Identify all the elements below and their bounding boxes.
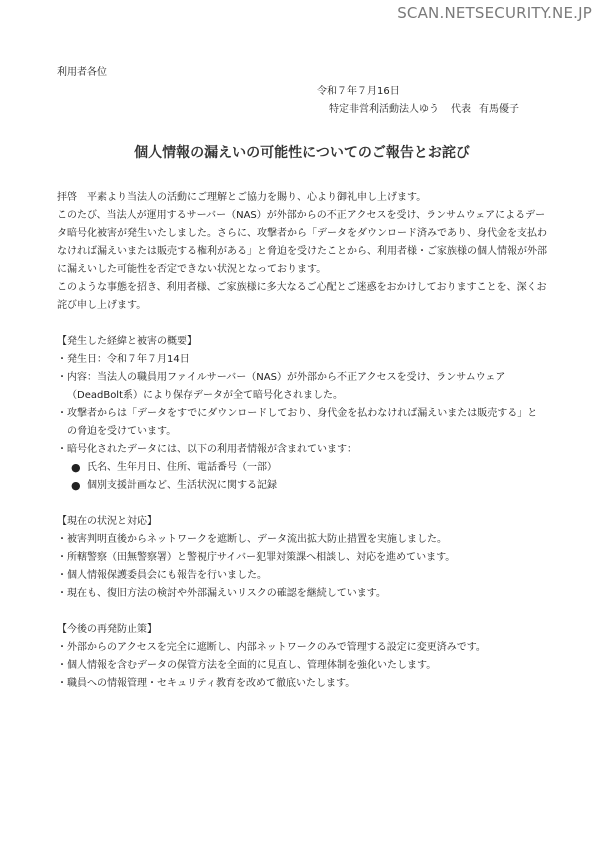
section-heading: 【今後の再発防止策】 (57, 624, 157, 635)
bullet-dot-icon: ● (71, 479, 81, 492)
list-item: ・所轄警察（田無警察署）と警視庁サイバー犯罪対策課へ相談し、対応を進めています。 (57, 552, 456, 563)
sender-org: 特定非営利活動法人ゆう (329, 104, 439, 115)
issue-date: 令和７年７月16日 (317, 86, 400, 97)
bullet-dot-icon: ● (71, 461, 81, 474)
sender-role: 代表 (451, 104, 471, 115)
site-watermark: SCAN.NETSECURITY.NE.JP (397, 4, 592, 22)
intro-paragraphs (57, 189, 547, 315)
list-item: ・攻撃者からは「データをすでにダウンロードしており、身代金を払わなければ漏えいまたは販売する」との脅迫を受けています。 (57, 408, 538, 437)
intro-paragraph: 拝啓 平素より当法人の活動にご理解とご協力を賜り、心より御礼申し上げます。 (57, 192, 427, 203)
list-item: ・暗号化されたデータには、以下の利用者情報が含まれています： (57, 444, 357, 455)
notice-document (57, 64, 547, 693)
section-response (57, 513, 547, 603)
list-item: ・職員への情報管理・セキュリティ教育を改めて徹底いたします。 (57, 678, 356, 689)
leaked-data-list (57, 459, 547, 495)
list-item: ・現在も、復旧方法の検討や外部漏えいリスクの確認を継続しています。 (57, 588, 386, 599)
list-item: ・発生日：令和７年７月14日 (57, 354, 190, 365)
section-heading: 【発生した経緯と被害の概要】 (57, 336, 197, 347)
list-item: ・外部からのアクセスを完全に遮断し、内部ネットワークのみで管理する設定に変更済みです。 (57, 642, 486, 653)
page-title: 個人情報の漏えいの可能性についてのご報告とお詫び (134, 145, 470, 161)
list-item: ・個人情報を含むデータの保管方法を全面的に見直し、管理体制を強化いたします。 (57, 660, 437, 671)
sub-list-item (57, 459, 547, 477)
section-heading: 【現在の状況と対応】 (57, 516, 157, 527)
intro-paragraph: このような事態を招き、利用者様、ご家族様に多大なるご心配とご迷惑をおかけしておりますことを、深くお詫び申し上げます。 (57, 282, 547, 311)
section-incident (57, 333, 547, 495)
sender (57, 101, 547, 119)
list-item: ・被害判明直後からネットワークを遮断し、データ流出拡大防止措置を実施しました。 (57, 534, 447, 545)
addressee: 利用者各位 (57, 67, 107, 78)
list-item: ・内容：当法人の職員用ファイルサーバー（NAS）が外部から不正アクセスを受け、ランサムウェア（DeadBolt系）により保存データが全て暗号化されました。 (57, 372, 506, 401)
intro-paragraph: このたび、当法人が運用するサーバー（NAS）が外部からの不正アクセスを受け、ランサムウェアによるデータ暗号化被害が発生いたしました。さらに、攻撃者から「データをダウンロード済みであり、身代金を支払わなければ漏えいまたは販売する権利がある」と脅迫を受けたことから、利用者様・ご家族様の個人情報が外部に漏えいした可能性を否定できない状況となっております。 (57, 210, 547, 275)
sub-list-item-text: 個別支援計画など、生活状況に関する記録 (87, 480, 277, 491)
sender-name: 有馬優子 (479, 104, 519, 115)
section-prevention (57, 621, 547, 693)
sub-list-item-text: 氏名、生年月日、住所、電話番号（一部） (87, 462, 277, 473)
sub-list-item (57, 477, 547, 495)
list-item: ・個人情報保護委員会にも報告を行いました。 (57, 570, 267, 581)
